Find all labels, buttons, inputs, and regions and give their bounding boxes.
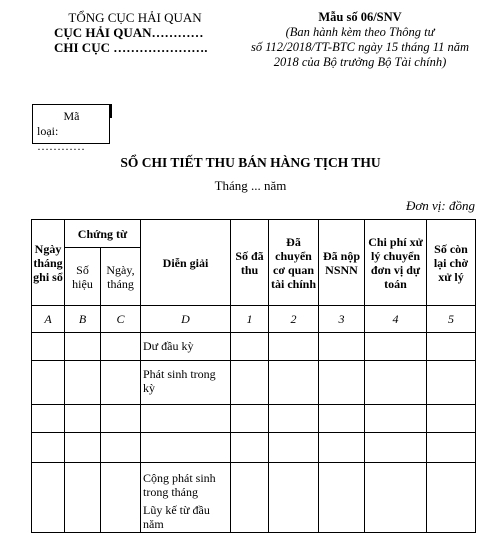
agency-name: TỔNG CỤC HẢI QUAN bbox=[68, 10, 202, 25]
index-cell: B bbox=[65, 306, 101, 333]
header-remaining: Số còn lại chờ xử lý bbox=[427, 220, 476, 306]
currency-unit: Đơn vị: đồng bbox=[405, 198, 475, 213]
header-description: Diễn giải bbox=[141, 220, 231, 306]
table-row bbox=[32, 405, 476, 433]
table-row bbox=[32, 433, 476, 463]
cumulative-label: Lũy kế từ đầu năm bbox=[143, 503, 210, 531]
form-info-block bbox=[224, 10, 496, 70]
header-collected: Số đã thu bbox=[231, 220, 269, 306]
type-code-value: loại: ………… bbox=[37, 124, 85, 153]
header-voucher-date: Ngày, tháng bbox=[101, 248, 141, 306]
index-row bbox=[32, 306, 476, 333]
table-row bbox=[32, 333, 476, 361]
document-title: SỔ CHI TIẾT THU BÁN HÀNG TỊCH THU bbox=[120, 155, 381, 170]
header-date: Ngày tháng ghi sổ bbox=[32, 220, 65, 306]
table-row bbox=[32, 463, 476, 533]
index-cell: C bbox=[101, 306, 141, 333]
row-description bbox=[141, 433, 231, 463]
header-paid: Đã nộp NSNN bbox=[319, 220, 365, 306]
total-label: Cộng phát sinh trong tháng bbox=[143, 471, 216, 499]
type-code-label: Mã bbox=[63, 109, 80, 123]
table-row bbox=[32, 361, 476, 405]
issuing-agency-block bbox=[40, 10, 230, 55]
ledger-table bbox=[31, 219, 476, 533]
form-note-line1: (Ban hành kèm theo Thông tư bbox=[285, 25, 435, 39]
index-cell: 3 bbox=[319, 306, 365, 333]
form-note-line2: số 112/2018/TT-BTC ngày 15 tháng 11 năm bbox=[250, 40, 470, 54]
row-description bbox=[141, 405, 231, 433]
index-cell: A bbox=[32, 306, 65, 333]
header-cost: Chi phí xử lý chuyển đơn vị dự toán bbox=[365, 220, 427, 306]
header-voucher: Chứng từ bbox=[65, 220, 141, 248]
form-number: Mẫu số 06/SNV bbox=[318, 10, 402, 24]
row-description: Phát sinh trong kỳ bbox=[141, 361, 231, 405]
branch-name: CHI CỤC …………………. bbox=[54, 40, 208, 55]
index-cell: D bbox=[141, 306, 231, 333]
department-name: CỤC HẢI QUAN………… bbox=[54, 25, 204, 40]
row-description: Dư đầu kỳ bbox=[141, 333, 231, 361]
index-cell: 5 bbox=[427, 306, 476, 333]
row-description bbox=[141, 463, 231, 533]
document-period: Tháng ... năm bbox=[214, 178, 287, 193]
type-code-box bbox=[32, 104, 110, 153]
text-cursor bbox=[110, 104, 112, 118]
index-cell: 1 bbox=[231, 306, 269, 333]
header-voucher-no: Số hiệu bbox=[65, 248, 101, 306]
header-transferred: Đã chuyển cơ quan tài chính bbox=[269, 220, 319, 306]
index-cell: 2 bbox=[269, 306, 319, 333]
form-note-line3: 2018 của Bộ trưởng Bộ Tài chính) bbox=[273, 55, 447, 69]
index-cell: 4 bbox=[365, 306, 427, 333]
